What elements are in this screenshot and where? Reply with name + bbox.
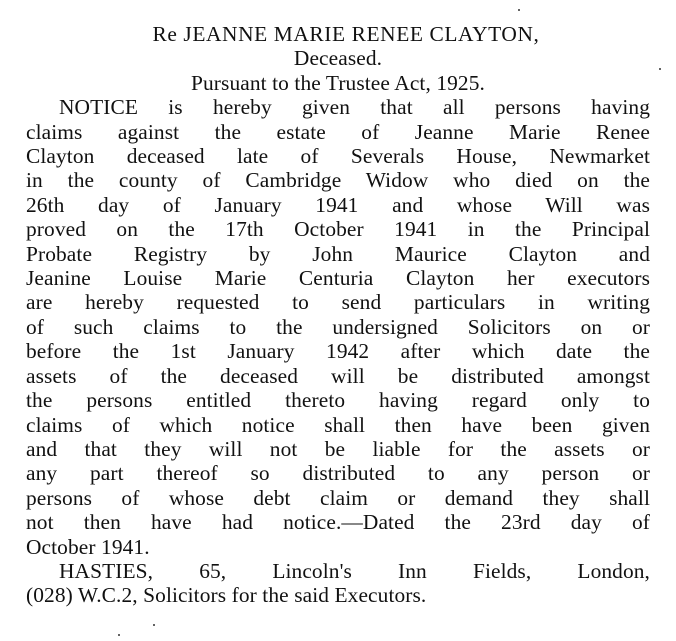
body-line: the persons entitled thereto having regard only to bbox=[26, 388, 650, 413]
legal-notice bbox=[26, 22, 650, 608]
body-line: NOTICE is hereby given that all persons having bbox=[59, 95, 650, 120]
body-line: 26th day of January 1941 and whose Will was bbox=[26, 192, 650, 217]
notice-body bbox=[26, 95, 650, 559]
body-line: are hereby requested to send particulars in writing bbox=[26, 290, 650, 315]
body-line: proved on the 17th October 1941 in the Principal bbox=[26, 217, 650, 242]
print-speck bbox=[153, 624, 155, 626]
body-line: not then have had notice.—Dated the 23rd day of bbox=[26, 510, 650, 535]
body-line: Jeanine Louise Marie Centuria Clayton her executors bbox=[26, 266, 650, 291]
body-line: claims against the estate of Jeanne Marie Renee bbox=[26, 119, 650, 144]
body-line: claims of which notice shall then have been given bbox=[26, 412, 650, 437]
body-line: before the 1st January 1942 after which date the bbox=[26, 339, 650, 364]
notice-signature bbox=[26, 559, 650, 608]
print-speck bbox=[659, 68, 661, 70]
body-line: persons of whose debt claim or demand they shall bbox=[26, 485, 650, 510]
body-line: of such claims to the undersigned Solicitors on or bbox=[26, 314, 650, 339]
body-line: Probate Registry by John Maurice Clayton and bbox=[26, 241, 650, 266]
signature-line: HASTIES, 65, Lincoln's Inn Fields, London, bbox=[59, 558, 650, 583]
signature-line: (028) W.C.2, Solicitors for the said Executors. bbox=[26, 583, 427, 608]
body-line: October 1941. bbox=[26, 534, 150, 559]
notice-title: Re JEANNE MARIE RENEE CLAYTON, bbox=[152, 22, 540, 46]
body-line: Clayton deceased late of Severals House, Newmarket bbox=[26, 144, 650, 169]
body-line: assets of the deceased will be distributed amongst bbox=[26, 363, 650, 388]
body-line: in the county of Cambridge Widow who died on the bbox=[26, 168, 650, 193]
notice-subtitle: Deceased. bbox=[293, 46, 383, 71]
notice-act-reference: Pursuant to the Trustee Act, 1925. bbox=[191, 70, 485, 95]
body-line: any part thereof so distributed to any person or bbox=[26, 461, 650, 486]
print-speck bbox=[118, 634, 120, 636]
print-speck bbox=[518, 9, 520, 11]
body-line: and that they will not be liable for the assets or bbox=[26, 436, 650, 461]
